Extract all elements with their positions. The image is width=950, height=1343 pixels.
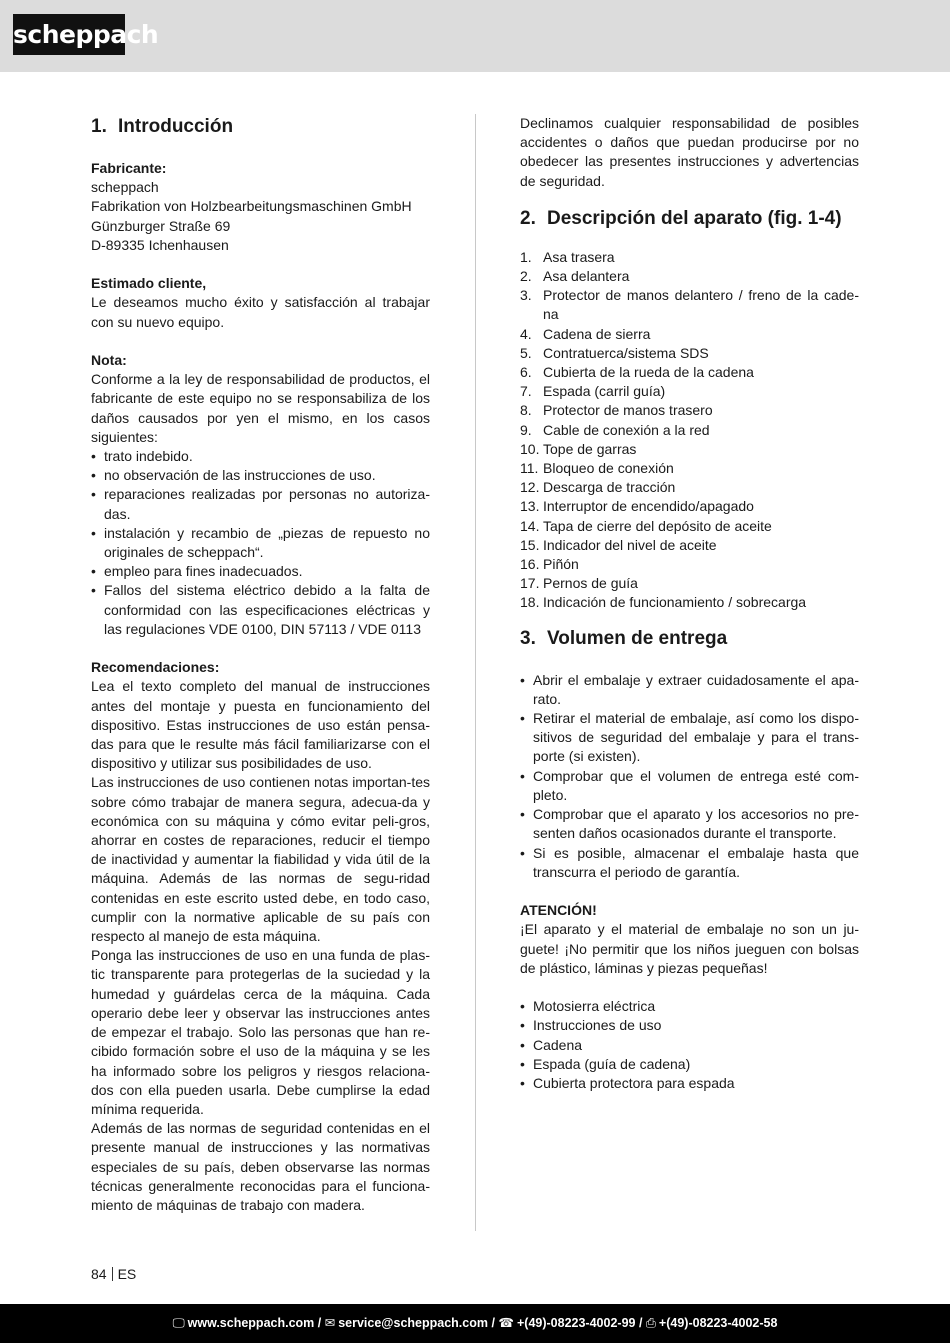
list-item: • Comprobar que el volumen de entrega esté com-pleto. — [520, 767, 859, 805]
fax-number: +(49)-08223-4002-58 — [658, 1316, 778, 1330]
nota-list — [91, 447, 430, 639]
page-number: 84 ES — [91, 1266, 137, 1282]
list-item: 14. Tapa de cierre del depósito de aceite — [520, 517, 772, 534]
atencion-label: ATENCIÓN! — [520, 902, 597, 919]
section-heading-volumen: 3. Volumen de entrega — [520, 627, 728, 649]
footer-bar — [0, 1304, 950, 1343]
list-item: 10. Tope de garras — [520, 440, 637, 457]
recomendaciones-paragraph: Además de las normas de seguridad contenidas en el presente manual de instrucciones y las normativas especiales de su país, deben observarse las normas técnicas generalmente reconocidas para el funciona-miento de máquinas de trabajo con madera. — [91, 1120, 430, 1213]
cliente-text: Le deseamos mucho éxito y satisfacción al trabajar con su nuevo equipo. — [91, 294, 430, 330]
list-item: 13. Interruptor de encendido/apagado — [520, 498, 754, 515]
parts-list — [520, 248, 859, 613]
list-item: • instalación y recambio de „piezas de repuesto no originales de scheppach“. — [91, 524, 430, 562]
list-item: 8. Protector de manos trasero — [520, 402, 713, 419]
header-bar — [0, 0, 950, 72]
list-item: 15. Indicador del nivel de aceite — [520, 536, 717, 553]
delivery-steps-list — [520, 671, 859, 882]
phone-icon: ☎ — [498, 1316, 514, 1330]
list-item: • reparaciones realizadas por personas no autoriza-das. — [91, 485, 430, 523]
right-column — [520, 114, 859, 1093]
list-item: • Espada (guía de cadena) — [520, 1055, 859, 1074]
phone-number: +(49)-08223-4002-99 / — [516, 1316, 643, 1330]
atencion-text: ¡El aparato y el material de embalaje no son un ju-guete! ¡No permitir que los niños jueguen con bolsas de plástico, láminas y piezas pequeñas! — [520, 921, 859, 976]
list-item: • Abrir el embalaje y extraer cuidadosamente el apa-rato. — [520, 671, 859, 709]
list-item: 4. Cadena de sierra — [520, 325, 651, 342]
list-item: 1. Asa trasera — [520, 248, 615, 265]
cliente-label: Estimado cliente, — [91, 275, 207, 292]
list-item: • Instrucciones de uso — [520, 1016, 859, 1035]
list-item: • Cubierta protectora para espada — [520, 1074, 859, 1093]
mail-icon: ✉ — [324, 1316, 336, 1330]
language-code: ES — [117, 1266, 137, 1282]
list-item: • Fallos del sistema eléctrico debido a la falta de conformidad con las especificaciones eléctricas y las regulaciones VDE 0100, DIN 57113 / VDE 0113 — [91, 581, 430, 639]
list-item: • no observación de las instrucciones de uso. — [91, 466, 430, 485]
nota-label: Nota: — [91, 352, 127, 368]
list-item: 18. Indicación de funcionamiento / sobrecarga — [520, 594, 807, 611]
list-item: 11. Bloqueo de conexión — [520, 460, 674, 477]
list-item: • Retirar el material de embalaje, así como los dispo-sitivos de seguridad del embalaje y para el trans-porte (si existen). — [520, 709, 859, 767]
list-item: • Si es posible, almacenar el embalaje hasta que transcurra el periodo de garantía. — [520, 844, 859, 882]
fax-icon: ⎙ — [645, 1316, 656, 1330]
scheppach-logo: scheppach — [13, 14, 125, 55]
list-item: 17. Pernos de guía — [520, 575, 638, 592]
website-link[interactable]: www.scheppach.com / — [187, 1316, 322, 1330]
recomendaciones-paragraph: Las instrucciones de uso contienen notas importan-tes sobre cómo trabajar de manera segura, adecua-da y económica con su máquina y cómo evitar peli-gros, ahorrar en costes de reparaciones, reducir el tiempo de inactividad y aumentar la fiabilidad y vida útil de la máquina. Además de las normas de segu-ridad contenidas en este escrito usted debe, en todo caso, cumplir con la normative aplicable de su país con respecto al manejo de esta máquina. — [91, 774, 430, 945]
address-line: D-89335 Ichenhausen — [91, 236, 229, 253]
manufacturer-address — [91, 178, 430, 255]
list-item: 2. Asa delantera — [520, 268, 630, 285]
list-item: • Cadena — [520, 1036, 859, 1055]
list-item: 16. Piñón — [520, 556, 579, 573]
section-heading-descripcion: 2. Descripción del aparato (fig. 1-4) — [520, 207, 842, 229]
nota-text: Conforme a la ley de responsabilidad de productos, el fabricante de este equipo no se responsabiliza de los daños causados por yen el mismo, en los casos siguientes: — [91, 371, 430, 445]
disclaimer-text: Declinamos cualquier responsabilidad de posibles accidentes o daños que puedan producirse por no obedecer las presentes instrucciones y advertencias de seguridad. — [520, 115, 859, 189]
section-heading-introduccion: 1. Introducción — [91, 116, 234, 137]
recomendaciones-paragraph: Lea el texto completo del manual de instrucciones antes del montaje y puesta en funcionamiento del dispositivo. Estas instrucciones de uso están pensa-das para que le resulte más fácil familiarizarse con el dispositivo y utilizar sus posibilidades de uso. — [91, 678, 430, 772]
list-item: 12. Descarga de tracción — [520, 479, 676, 496]
list-item: • Motosierra eléctrica — [520, 997, 859, 1016]
column-divider — [475, 114, 476, 1231]
list-item: 9. Cable de conexión a la red — [520, 421, 710, 438]
list-item: • trato indebido. — [91, 447, 430, 466]
contents-list — [520, 997, 859, 1093]
email-link[interactable]: service@scheppach.com / — [338, 1316, 495, 1330]
address-line: Günzburger Straße 69 — [91, 217, 231, 234]
address-line: scheppach — [91, 179, 159, 196]
recomendaciones-label: Recomendaciones: — [91, 659, 220, 676]
list-item: 5. Contratuerca/sistema SDS — [520, 344, 709, 361]
list-item: 6. Cubierta de la rueda de la cadena — [520, 364, 754, 381]
computer-icon: 🖵 — [172, 1316, 185, 1330]
list-item: • empleo para fines inadecuados. — [91, 562, 430, 581]
list-item: 3. Protector de manos delantero / freno de la cade-na — [520, 287, 859, 323]
fabricante-label: Fabricante: — [91, 160, 167, 176]
recomendaciones-paragraph: Ponga las instrucciones de uso en una funda de plas-tic transparente para protegerlas de la suciedad y la humedad y guárdelas cerca de la máquina. Cada operario debe leer y observar las instrucciones antes de empezar el trabajo. Solo las personas que han re-cibido formación sobre el uso de la máquina y se les ha informado sobre los peligros y riesgos relaciona-dos con ella pueden usarla. Debe cumplirse la edad mínima requerida. — [91, 947, 430, 1117]
left-column — [91, 114, 430, 1215]
list-item: 7. Espada (carril guía) — [520, 383, 666, 400]
address-line: Fabrikation von Holzbearbeitungsmaschinen GmbH — [91, 198, 412, 215]
list-item: • Comprobar que el aparato y los accesorios no pre-senten daños ocasionados durante el transporte. — [520, 805, 859, 843]
